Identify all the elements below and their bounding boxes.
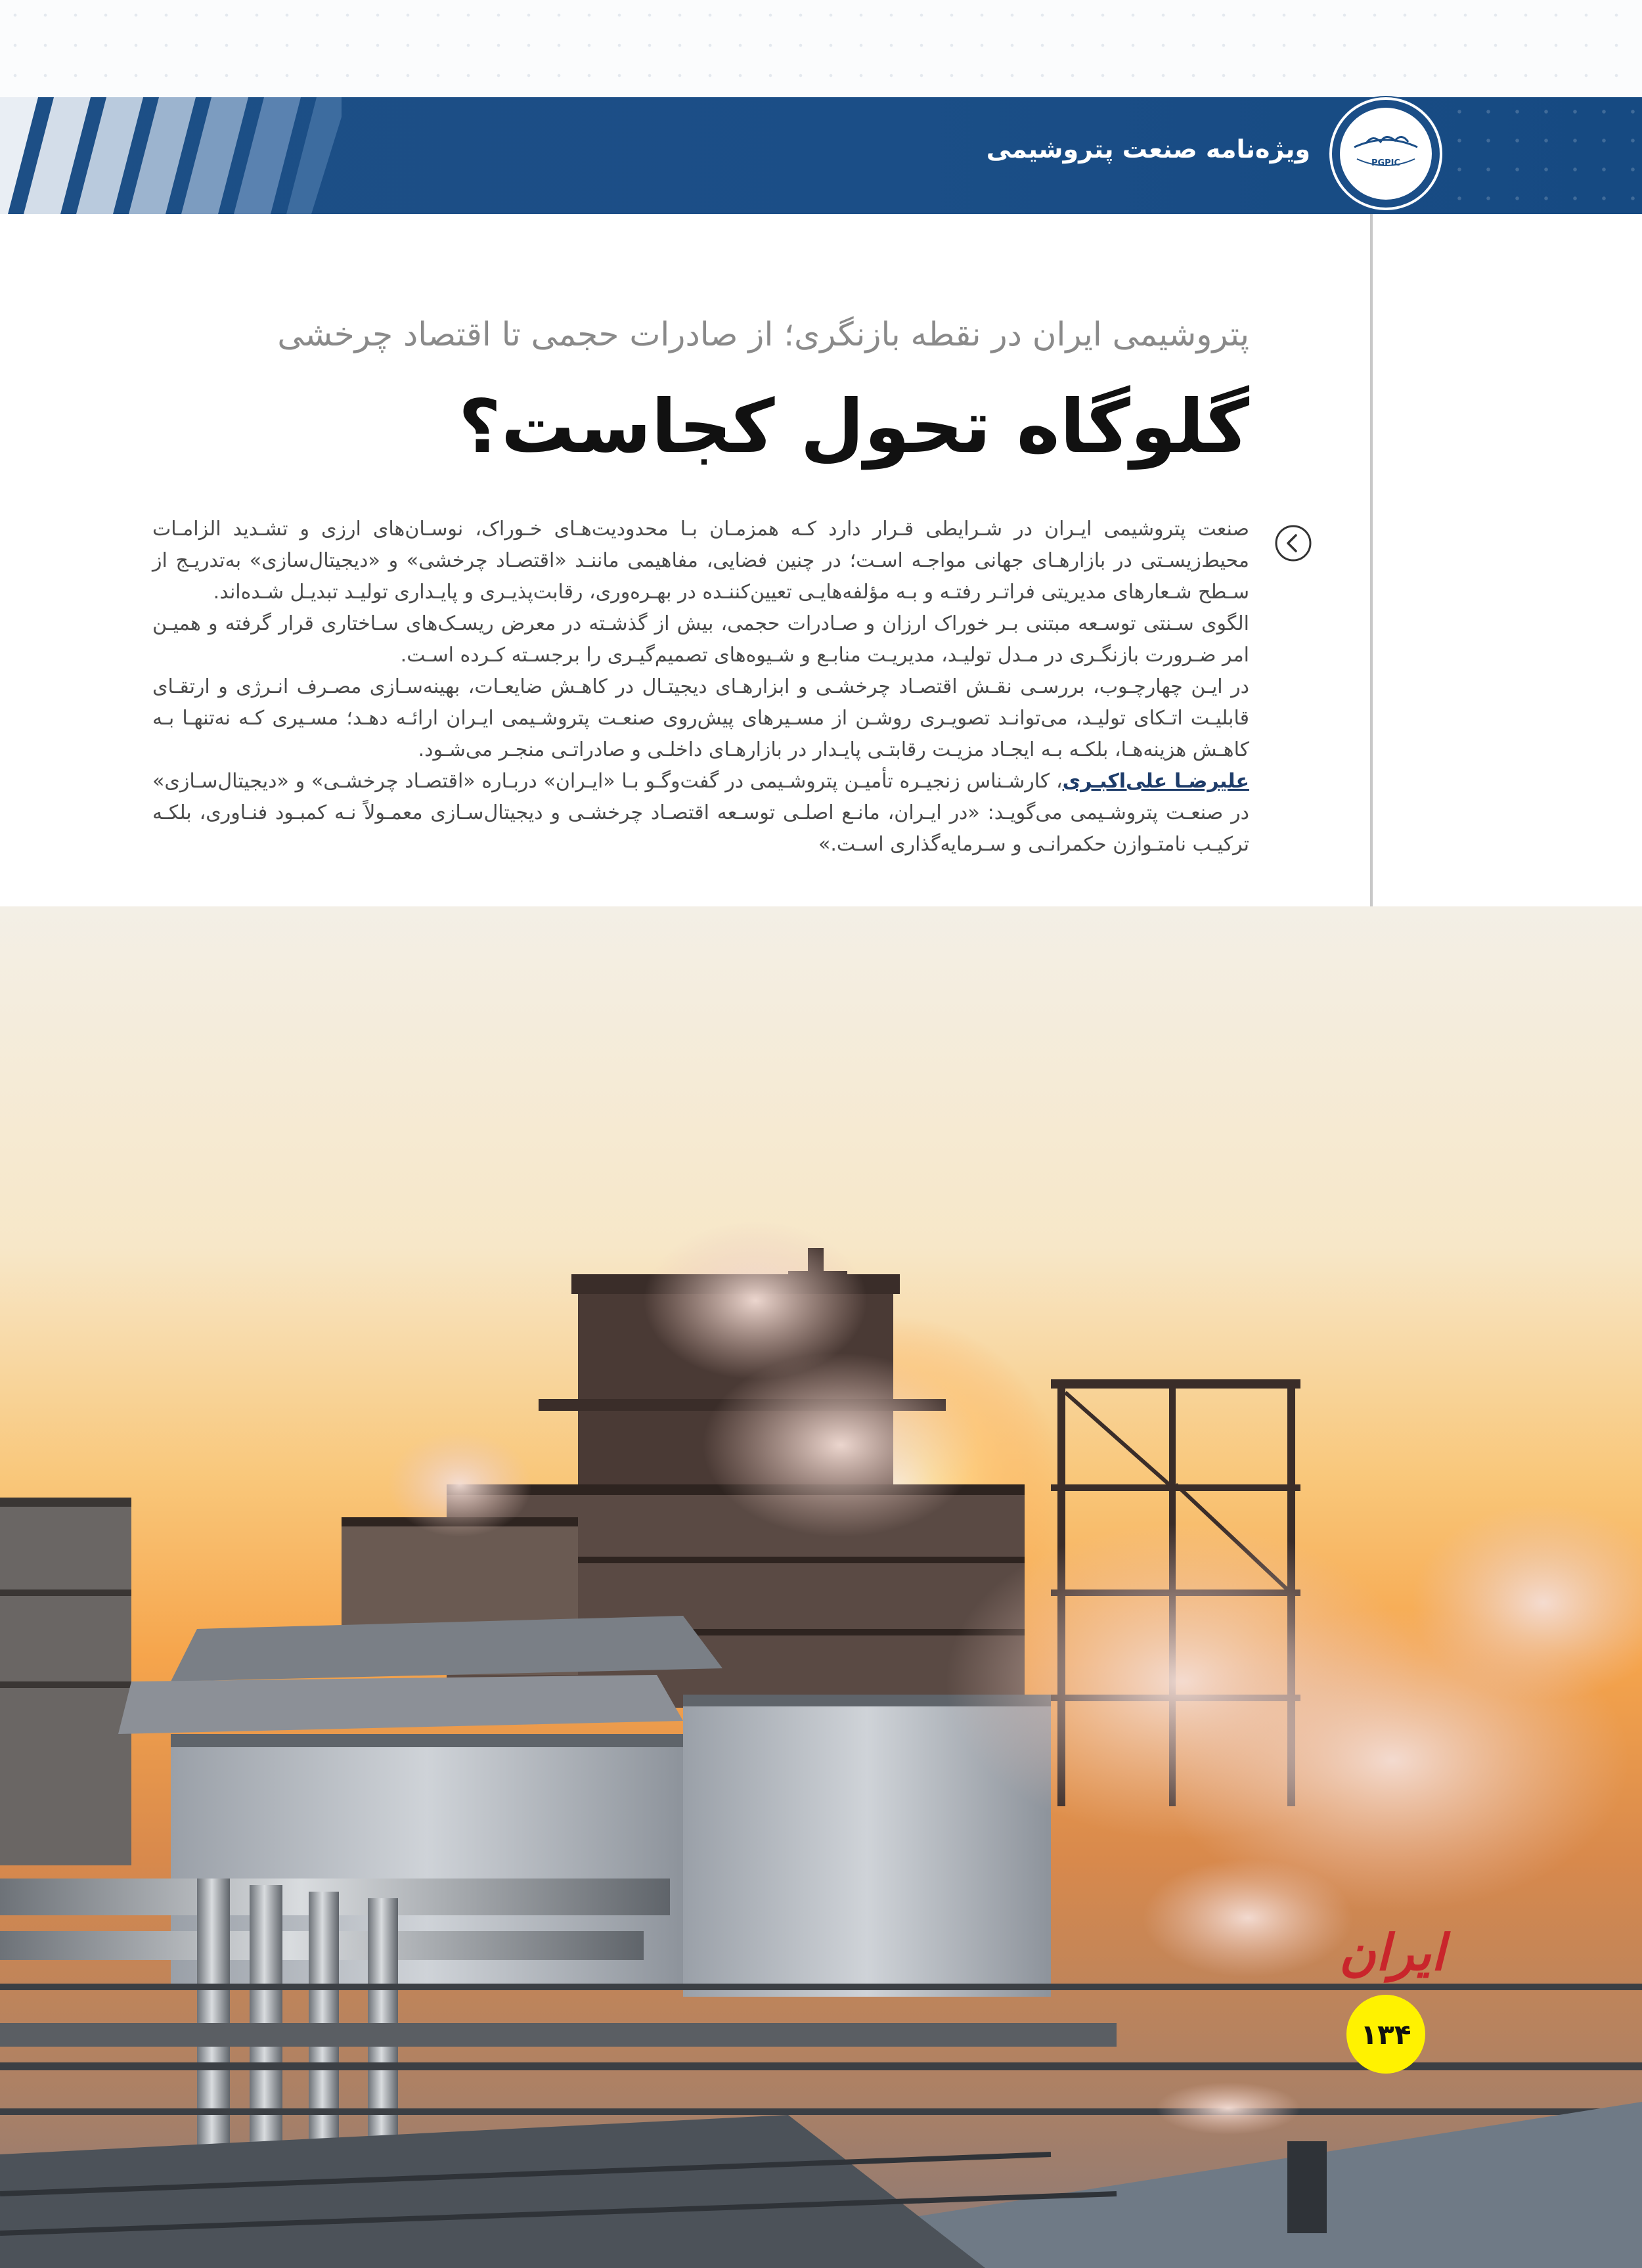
logo-text: PGPIC [1371, 158, 1401, 168]
article-body [152, 514, 1249, 860]
expert-quote: ، کارشـناس زنجیـره تأمیـن پتروشـیمی در گفت‌وگـو بـا «ایـران» دربـاره «اقتصـاد چرخشـی» و «دیجیتال‌سـازی» در صنعـت پتروشـیمی می‌گویـد: «در ایـران، مانـع اصلـی توسـعه اقتصـاد چرخشـی و دیجیتال‌سـازی معمـولاً نـه کمبـود فنـاوری، بلکـه ترکیـب نامتـوازن حکمرانـی و سـرمایه‌گذاری اسـت.» [152, 770, 1249, 856]
paragraph-4 [152, 766, 1249, 860]
expert-name: علیرضـا علی‌اکبـری [1062, 770, 1249, 793]
header-stripes-decoration [0, 97, 342, 214]
magazine-brand: ایران [1339, 1923, 1445, 1982]
top-dotted-pattern [0, 0, 1642, 97]
company-logo [1328, 96, 1444, 211]
article-kicker: پتروشیمی ایران در نقطه بازنگری؛ از صادرات حجمی تا اقتصاد چرخشی [277, 315, 1249, 353]
article-title: گلوگاه تحول کجاست؟ [458, 384, 1249, 470]
supplement-title: ویژه‌نامه صنعت پتروشیمی [986, 135, 1310, 164]
vertical-divider [1370, 214, 1373, 906]
paragraph-1: صنعت پتروشیمی ایـران در شـرایطی قـرار دارد کـه همزمـان بـا محدودیت‌هـای خـوراک، نوسـان‌های ارزی و تشـدید الزامـات محیط‌زیسـتی در بازارهـای جهانی مواجـه اسـت؛ در چنین فضایی، مفاهیمی ماننـد «اقتصـاد چرخشی» و «دیجیتال‌سازی» به‌تدریـج از سـطح شـعارهای مدیریتی فراتـر رفتـه و بـه مؤلفه‌هایـی تعیین‌کننـده در بهـره‌وری، رقابت‌پذیـری و پایـداری تولیـد تبدیـل شـده‌اند. [152, 518, 1249, 604]
paragraph-3: در ایـن چهارچـوب، بررسـی نقـش اقتصـاد چرخشـی و ابزارهـای دیجیتـال در کاهـش ضایعـات، بهینه‌سـازی مصـرف انـرژی و ارتقـای قابلیـت اتـکای تولیـد، می‌توانـد تصویـری روشـن از مسـیرهای پیش‌روی صنعـت پتروشـیمی ایـران ارائـه دهـد؛ مسـیری کـه نه‌تنهـا بـه کاهـش هزینه‌هـا، بلکـه بـه ایجـاد مزیـت رقابتـی پایـدار در بازارهـای داخلـی و صادراتـی منجـر می‌شـود. [152, 675, 1249, 761]
paragraph-2: الگوی سـنتی توسـعه مبتنی بـر خوراک ارزان و صـادرات حجمی، بیش از گذشـته در معرض ریسـک‌های سـاختاری قرار گرفته و همیـن امر ضـرورت بازنگـری در مـدل تولیـد، مدیریـت منابـع و شـیوه‌های تصمیم‌گیـری را برجسـته کـرده اسـت. [152, 612, 1249, 667]
header-dot-pattern [1445, 97, 1642, 214]
chevron-left-icon [1274, 524, 1312, 562]
page-number-badge: ۱۳۴ [1346, 1995, 1425, 2074]
